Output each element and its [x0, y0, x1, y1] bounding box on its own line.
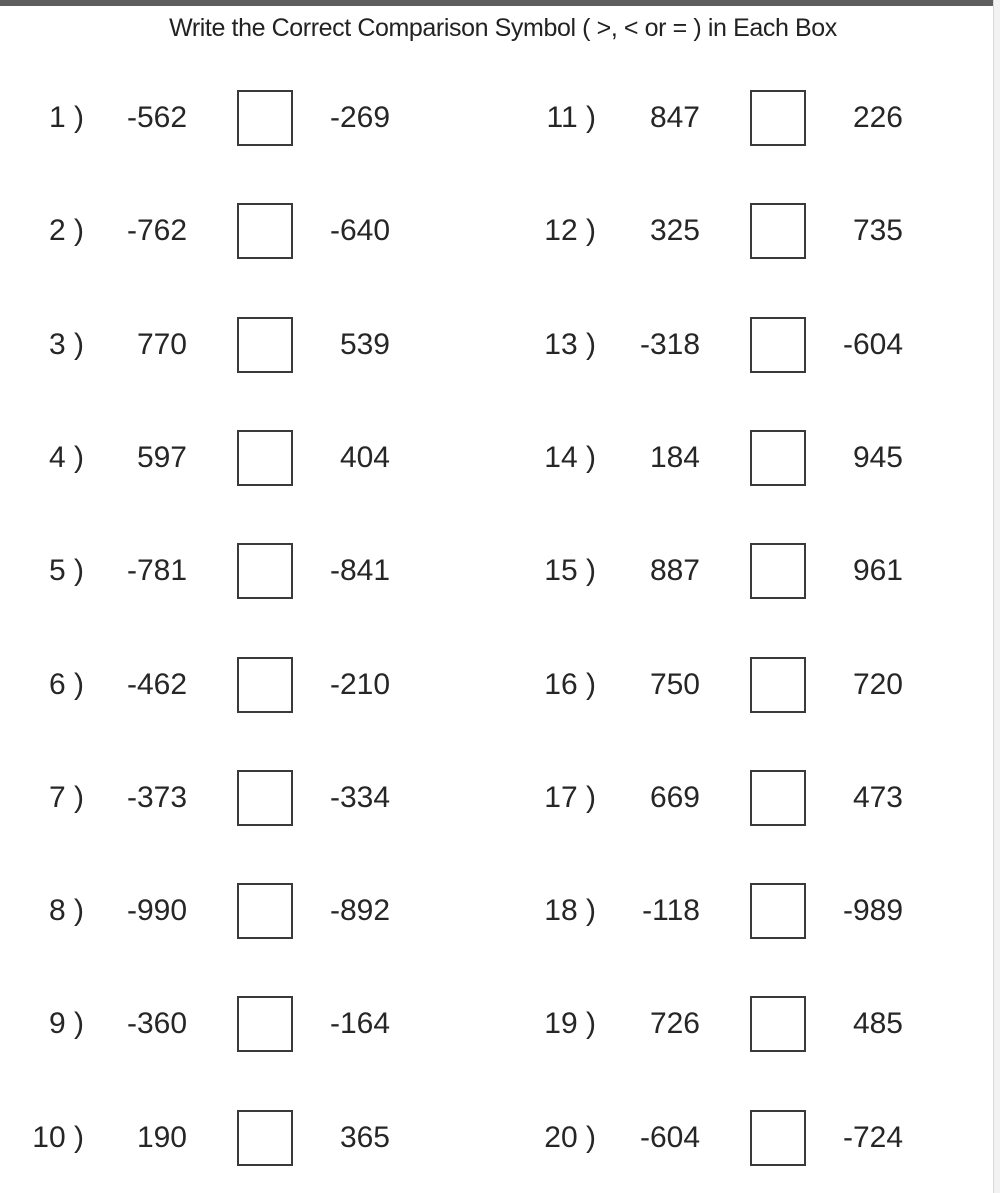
left-value: -318 [639, 327, 700, 361]
right-value: -841 [329, 554, 390, 588]
left-value: 669 [649, 780, 700, 814]
problem-number: 5 ) [48, 554, 84, 588]
right-value: -640 [329, 214, 390, 248]
page-right-edge [993, 0, 1000, 1193]
left-value: -462 [126, 667, 187, 701]
left-value: 184 [649, 440, 700, 474]
left-value: 726 [649, 1007, 700, 1041]
left-value: -118 [642, 894, 700, 928]
left-value: 325 [649, 214, 700, 248]
problem-number: 17 ) [544, 780, 596, 814]
left-value: -360 [126, 1007, 187, 1041]
problem-number: 6 ) [48, 667, 84, 701]
problem-number: 9 ) [48, 1007, 84, 1041]
problem-number: 15 ) [544, 554, 596, 588]
right-value: 226 [852, 101, 903, 134]
page-top-border [0, 0, 1000, 6]
left-value: -762 [126, 214, 187, 248]
left-value: -990 [126, 894, 187, 928]
right-value: -989 [842, 894, 903, 928]
problem-number: 20 ) [544, 1120, 596, 1154]
right-value: 735 [852, 214, 903, 248]
right-value: 473 [852, 780, 903, 814]
problem-number: 11 ) [546, 101, 596, 134]
problem-number: 2 ) [48, 214, 84, 248]
left-value: 887 [649, 554, 700, 588]
left-value: -373 [126, 780, 187, 814]
left-value: -604 [639, 1120, 700, 1154]
right-value: -604 [842, 327, 903, 361]
right-value: 404 [339, 440, 390, 474]
right-value: -269 [329, 101, 390, 134]
right-value: 539 [339, 327, 390, 361]
problem-number: 12 ) [544, 214, 596, 248]
right-value: 720 [852, 667, 903, 701]
problem-number: 14 ) [544, 440, 596, 474]
worksheet-title: Write the Correct Comparison Symbol ( >, < or = ) in Each Box [169, 14, 837, 42]
left-value: 847 [649, 101, 700, 134]
problem-number: 4 ) [48, 440, 84, 474]
left-value: 597 [136, 440, 187, 474]
left-value: 190 [136, 1120, 187, 1154]
right-value: 365 [339, 1120, 390, 1154]
problem-number: 7 ) [48, 780, 84, 814]
problem-number: 1 ) [48, 101, 84, 134]
problem-number: 16 ) [544, 667, 596, 701]
right-value: 961 [852, 554, 903, 588]
left-value: 770 [136, 327, 187, 361]
left-value: -781 [126, 554, 187, 588]
right-value: -210 [329, 667, 390, 701]
problem-number: 18 ) [544, 894, 596, 928]
problem-number: 10 ) [32, 1120, 84, 1154]
left-value: 750 [649, 667, 700, 701]
right-value: -892 [329, 894, 390, 928]
problem-number: 13 ) [544, 327, 596, 361]
problem-number: 3 ) [48, 327, 84, 361]
right-value: -334 [329, 780, 390, 814]
right-value: -724 [842, 1120, 903, 1154]
left-value: -562 [126, 101, 187, 134]
right-value: -164 [329, 1007, 390, 1041]
right-value: 485 [852, 1007, 903, 1041]
problem-number: 8 ) [48, 894, 84, 928]
problem-number: 19 ) [544, 1007, 596, 1041]
right-value: 945 [852, 440, 903, 474]
